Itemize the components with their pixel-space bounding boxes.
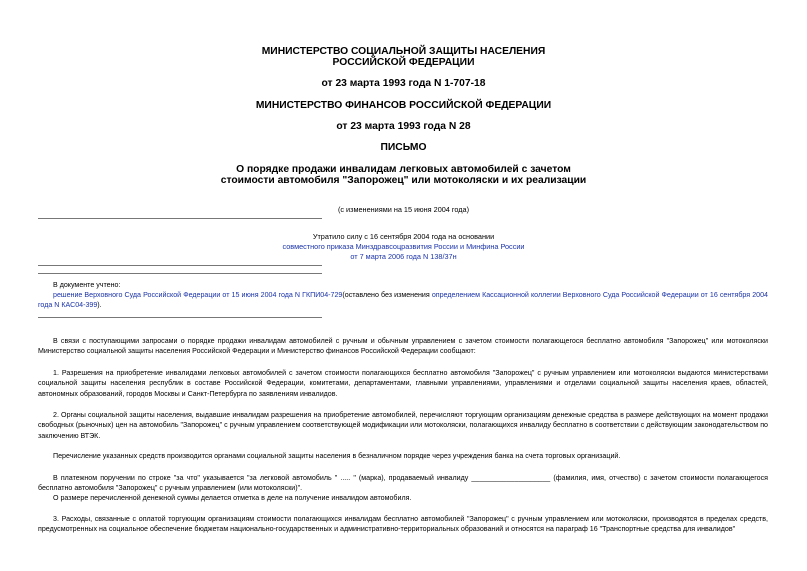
date-number-2: от 23 марта 1993 года N 28 — [336, 121, 471, 132]
expired-link-order[interactable]: совместного приказа Минздравсоцразвития России и Минфина России — [282, 242, 525, 251]
paragraph-1: 1. Разрешения на приобретение инвалидами легковых автомобилей с зачетом стоимости полагающихся бесплатно автомобиля "Запорожец" с ручным управлением или мотоколяски выдаются министерствами социальной защиты населения республик в составе Российской Федерации, комитетами, департаментами, главными управлениями, управлениями и отделами социальной защиты населения краев, областей, автономных образований, городов Москвы и Санкт-Петербурга по заявлениям инвалидов. — [38, 369, 768, 398]
paragraph-4: В платежном поручении по строке "за что" указывается "за легковой автомобиль " ..... " (марка), продаваемый инвалиду ____________________ (фамилия, имя, отчество) с зачетом стоимости полагающегося бесплатно автомобиля "Запорожец" с ручным управлением (или мотоколяски)". — [38, 474, 768, 493]
divider — [38, 218, 322, 219]
expired-note: Утратило силу с 16 сентября 2004 года на основании — [312, 232, 495, 241]
considered-label: В документе учтено: — [53, 281, 121, 289]
ministry-finance: МИНИСТЕРСТВО ФИНАНСОВ РОССИЙСКОЙ ФЕДЕРАЦИИ — [255, 100, 552, 111]
paragraph-6: 3. Расходы, связанные с оплатой торгующим организациям стоимости полагающихся инвалидам бесплатно автомобилей "Запорожец" с ручным управлением или мотоколяски, производятся в пределах средств, предусмотренных на социальное обеспечение бюджетам национально-государственных и административно-территориальных образований и относятся на параграф 16 "Транспортные средства для инвалидов" — [38, 515, 768, 534]
divider — [38, 265, 322, 266]
paragraph-intro: В связи с поступающими запросами о порядке продажи инвалидам автомобилей с ручным и обычным управлением с зачетом стоимости полагающегося бесплатно автомобиля "Запорожец" или мотоколяски Министерство социальной защиты населения Российской Федерации и Министерство финансов Российской Федерации сообщают: — [38, 337, 768, 356]
considered-text: (оставлено без изменения — [342, 291, 432, 299]
date-number-1: от 23 марта 1993 года N 1-707-18 — [321, 78, 486, 89]
doc-title-line1: О порядке продажи инвалидам легковых автомобилей с зачетом — [236, 164, 571, 175]
amendments-note: (с изменениями на 15 июня 2004 года) — [337, 205, 470, 214]
considered-block — [38, 290, 768, 311]
ministry-social-line1: МИНИСТЕРСТВО СОЦИАЛЬНОЙ ЗАЩИТЫ НАСЕЛЕНИЯ — [261, 46, 546, 57]
paragraph-3: Перечисление указанных средств производится органами социальной защиты населения в безналичном порядке через учреждения банка на счета торговых организаций. — [53, 452, 621, 460]
paragraph-2: 2. Органы социальной защиты населения, выдавшие инвалидам разрешения на приобретение автомобилей, перечисляют торгующим организациям денежные средства в размере действующих на момент продажи свободных (рыночных) цен на автомобиль "Запорожец" с ручным управлением соответствующей модификации или мотоколяски, полагающихся инвалиду бесплатно в соответствии с действующим законодательством по заключению ВТЭК. — [38, 411, 768, 440]
ministry-social-line2: РОССИЙСКОЙ ФЕДЕРАЦИИ — [332, 57, 475, 68]
doc-type: ПИСЬМО — [380, 142, 427, 153]
doc-title-line2: стоимости автомобиля "Запорожец" или мотоколяски и их реализации — [220, 175, 587, 186]
divider — [38, 273, 322, 274]
expired-link-date[interactable]: от 7 марта 2006 года N 138/37н — [350, 252, 457, 261]
paragraph-5: О размере перечисленной денежной суммы делается отметка в деле на получение инвалидом автомобиля. — [53, 494, 412, 502]
divider — [38, 317, 322, 318]
considered-text-end: ). — [97, 301, 102, 310]
cassation-ruling-link[interactable]: определением Кассационной коллегии Верховного Суда Российской Федерации от 16 сентября 2004 года N КАС04-399 — [38, 291, 769, 310]
supreme-court-decision-link[interactable]: решение Верховного Суда Российской Федерации от 15 июня 2004 года N ГКПИ04-729 — [53, 291, 343, 299]
